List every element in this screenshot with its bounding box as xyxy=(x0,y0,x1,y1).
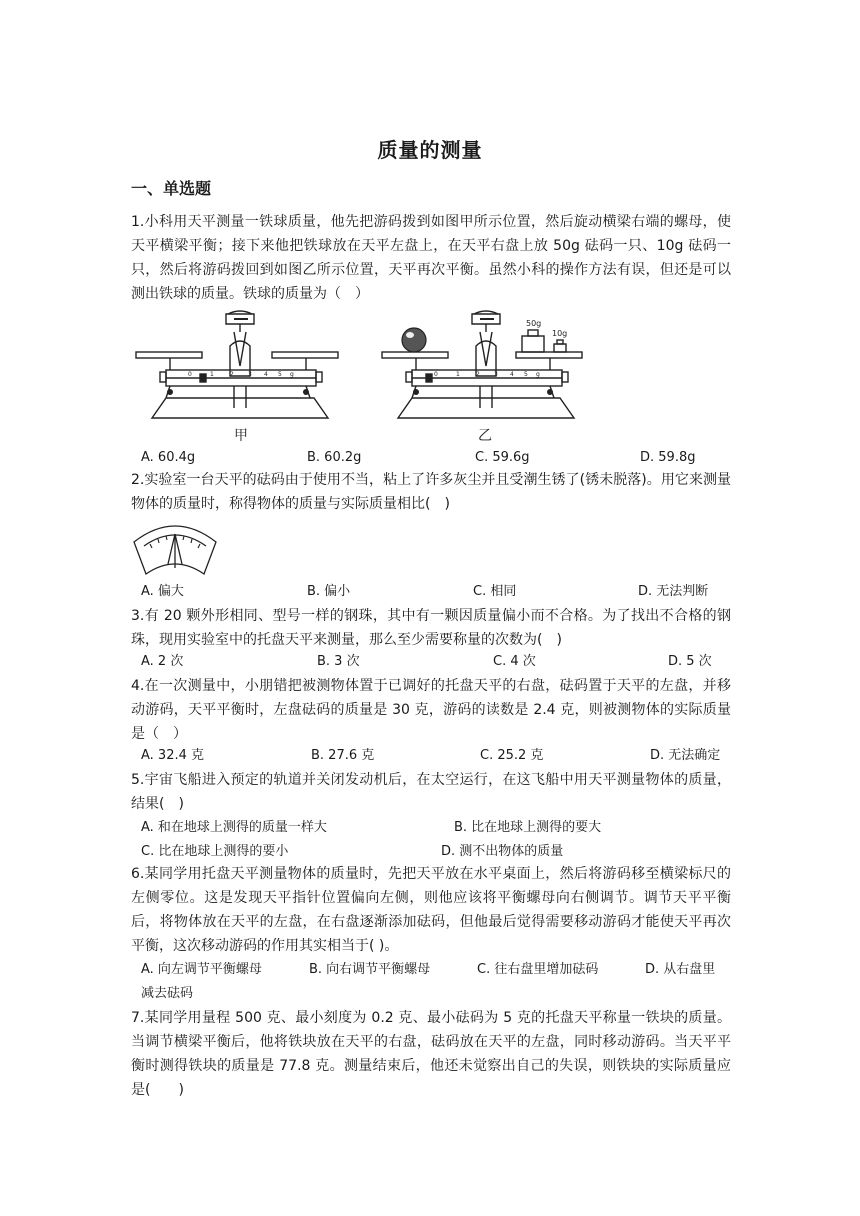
scale-tick-2: 2 xyxy=(230,371,234,378)
question-1-option-c[interactable]: C. 59.6g xyxy=(475,450,530,465)
balance-dial-figure xyxy=(130,520,220,578)
scale-tick-5: 5 xyxy=(524,371,528,378)
question-2-option-c[interactable]: C. 相同 xyxy=(473,584,517,599)
question-6-stem: 6.某同学用托盘天平测量物体的质量时，先把天平放在水平桌面上，然后将游码移至横梁标尺的左侧零位。这是发现天平指针位置偏向左侧，则他应该将平衡螺母向右侧调节。调节天平平衡后，将物体放在天平的左盘，在右盘逐渐添加砝码，但他最后觉得需要移动游码才能使天平再次平衡，这次移动游码的作用其实相当于( )。 xyxy=(131,866,731,954)
page-title: 质量的测量 xyxy=(377,138,483,162)
scale-tick-0: 0 xyxy=(188,371,192,378)
question-6-option-a[interactable]: A. 向左调节平衡螺母 xyxy=(141,962,262,977)
question-5-option-d[interactable]: D. 测不出物体的质量 xyxy=(441,844,564,859)
question-5-stem: 5.宇宙飞船进入预定的轨道并关闭发动机后，在太空运行，在这飞船中用天平测量物体的质量，结果( ) xyxy=(131,772,731,812)
section-heading: 一、单选题 xyxy=(131,179,212,198)
question-1-stem: 1.小科用天平测量一铁球质量，他先把游码拨到如图甲所示位置，然后旋动横梁右端的螺母，使天平横梁平衡；接下来他把铁球放在天平左盘上，在天平右盘上放 50g 砝码一只、10g 砝码一只，然后将游码拨回到如图乙所示位置，天平再次平衡。虽然小科的操作方法有误，但还是可以测出铁球的质量。铁球的质量为（ ） xyxy=(131,214,731,302)
question-1-option-a[interactable]: A. 60.4g xyxy=(141,450,196,465)
question-5-option-a[interactable]: A. 和在地球上测得的质量一样大 xyxy=(141,820,327,835)
scale-tick-3: 3 xyxy=(248,371,252,378)
question-6-option-d[interactable]: D. 从右盘里 xyxy=(645,962,716,977)
scale-tick-4: 4 xyxy=(264,371,268,378)
figure-label-yi: 乙 xyxy=(478,428,492,444)
question-5-option-c[interactable]: C. 比在地球上测得的要小 xyxy=(141,844,289,859)
scale-tick-0: 0 xyxy=(434,371,438,378)
balance-figure-jia xyxy=(130,306,340,446)
scale-tick-unit: g xyxy=(290,371,294,378)
question-3-stem: 3.有 20 颗外形相同、型号一样的钢珠，其中有一颗因质量偏小而不合格。为了找出不合格的钢珠，现用实验室中的托盘天平来测量，那么至少需要称量的次数为( ) xyxy=(131,608,731,648)
question-4-stem: 4.在一次测量中，小朋错把被测物体置于已调好的托盘天平的右盘，砝码置于天平的左盘，并移动游码，天平平衡时，左盘砝码的质量是 30 克，游码的读数是 2.4 克，则被测物体的实际质量是（ ） xyxy=(131,678,731,742)
question-6-option-d-continued: 减去砝码 xyxy=(141,986,194,1001)
scale-tick-2: 2 xyxy=(476,371,480,378)
question-3-option-c[interactable]: C. 4 次 xyxy=(493,654,536,669)
question-2-option-d[interactable]: D. 无法判断 xyxy=(638,584,709,599)
question-3-option-d[interactable]: D. 5 次 xyxy=(668,654,712,669)
weight-label-50g: 50g xyxy=(526,319,542,328)
question-4-option-a[interactable]: A. 32.4 克 xyxy=(141,748,205,763)
question-5-option-b[interactable]: B. 比在地球上测得的要大 xyxy=(454,820,602,835)
scale-tick-1: 1 xyxy=(456,371,460,378)
scale-tick-4: 4 xyxy=(510,371,514,378)
weight-label-10g: 10g xyxy=(552,329,568,338)
balance-figure-yi xyxy=(376,306,590,446)
question-2-stem: 2.实验室一台天平的砝码由于使用不当，粘上了许多灰尘并且受潮生锈了(锈未脱落)。用它来测量物体的质量时，称得物体的质量与实际质量相比( ) xyxy=(131,472,731,512)
question-6-option-b[interactable]: B. 向右调节平衡螺母 xyxy=(309,962,431,977)
scale-tick-unit: g xyxy=(536,371,540,378)
question-3-option-a[interactable]: A. 2 次 xyxy=(141,654,184,669)
question-6-option-c[interactable]: C. 往右盘里增加砝码 xyxy=(477,962,599,977)
scale-tick-3: 3 xyxy=(494,371,498,378)
scale-tick-5: 5 xyxy=(278,371,282,378)
question-2-option-b[interactable]: B. 偏小 xyxy=(307,584,351,599)
scale-tick-1: 1 xyxy=(210,371,214,378)
question-1-option-d[interactable]: D. 59.8g xyxy=(640,450,696,465)
question-2-option-a[interactable]: A. 偏大 xyxy=(141,584,184,599)
figure-label-jia: 甲 xyxy=(234,428,248,444)
question-1-option-b[interactable]: B. 60.2g xyxy=(307,450,362,465)
question-4-option-d[interactable]: D. 无法确定 xyxy=(650,748,721,763)
question-4-option-c[interactable]: C. 25.2 克 xyxy=(480,748,544,763)
question-4-option-b[interactable]: B. 27.6 克 xyxy=(311,748,375,763)
question-7-stem: 7.某同学用量程 500 克、最小刻度为 0.2 克、最小砝码为 5 克的托盘天平称量一铁块的质量。当调节横梁平衡后，他将铁块放在天平的右盘，砝码放在天平的左盘，同时移动游码。当天平平衡时测得铁块的质量是 77.8 克。测量结束后，他还未觉察出自己的失误，则铁块的实际质量应是( ) xyxy=(131,1010,731,1098)
question-3-option-b[interactable]: B. 3 次 xyxy=(317,654,360,669)
